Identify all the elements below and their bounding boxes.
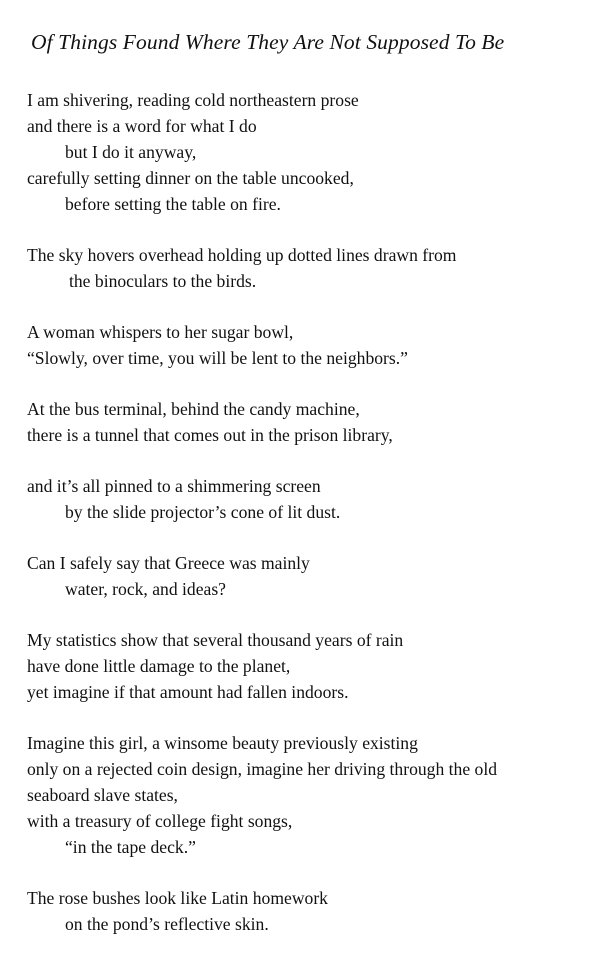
stanza	[27, 319, 592, 371]
stanza	[27, 473, 592, 525]
poem-line: Can I safely say that Greece was mainly	[27, 553, 310, 573]
poem-body	[27, 87, 592, 962]
poem-line: “in the tape deck.”	[65, 837, 196, 857]
poem-line: yet imagine if that amount had fallen indoors.	[27, 682, 349, 702]
poem-line: have done little damage to the planet,	[27, 656, 291, 676]
poem-line: My statistics show that several thousand years of rain	[27, 630, 404, 650]
poem-title: Of Things Found Where They Are Not Supposed To Be	[31, 30, 505, 54]
poem-line: “Slowly, over time, you will be lent to the neighbors.”	[27, 348, 408, 368]
poem-line: The rose bushes look like Latin homework	[27, 888, 328, 908]
poem-line: and there is a word for what I do	[27, 116, 257, 136]
poem-line: Imagine this girl, a winsome beauty previously existing	[27, 733, 418, 753]
poem-line: the binoculars to the birds.	[69, 271, 257, 291]
poem-line: A woman whispers to her sugar bowl,	[27, 322, 294, 342]
stanza	[27, 242, 592, 294]
poem-line: seaboard slave states,	[27, 785, 178, 805]
poem-line: The sky hovers overhead holding up dotted lines drawn from	[27, 245, 457, 265]
stanza	[27, 885, 592, 937]
poem-line: At the bus terminal, behind the candy machine,	[27, 399, 360, 419]
poem-line: with a treasury of college fight songs,	[27, 811, 293, 831]
stanza	[27, 730, 592, 860]
poem-line: and it’s all pinned to a shimmering screen	[27, 476, 321, 496]
stanza	[27, 627, 592, 705]
poem-line: water, rock, and ideas?	[65, 579, 226, 599]
stanza	[27, 550, 592, 602]
poem-line: on the pond’s reflective skin.	[65, 914, 269, 934]
poem-line: only on a rejected coin design, imagine her driving through the old	[27, 759, 498, 779]
poem-line: but I do it anyway,	[65, 142, 197, 162]
poem-line: I am shivering, reading cold northeastern prose	[27, 90, 359, 110]
poem-line: by the slide projector’s cone of lit dust.	[65, 502, 341, 522]
poem-line: before setting the table on fire.	[65, 194, 281, 214]
stanza	[27, 87, 592, 217]
poem-line: carefully setting dinner on the table uncooked,	[27, 168, 354, 188]
poem-line: there is a tunnel that comes out in the prison library,	[27, 425, 393, 445]
stanza	[27, 396, 592, 448]
